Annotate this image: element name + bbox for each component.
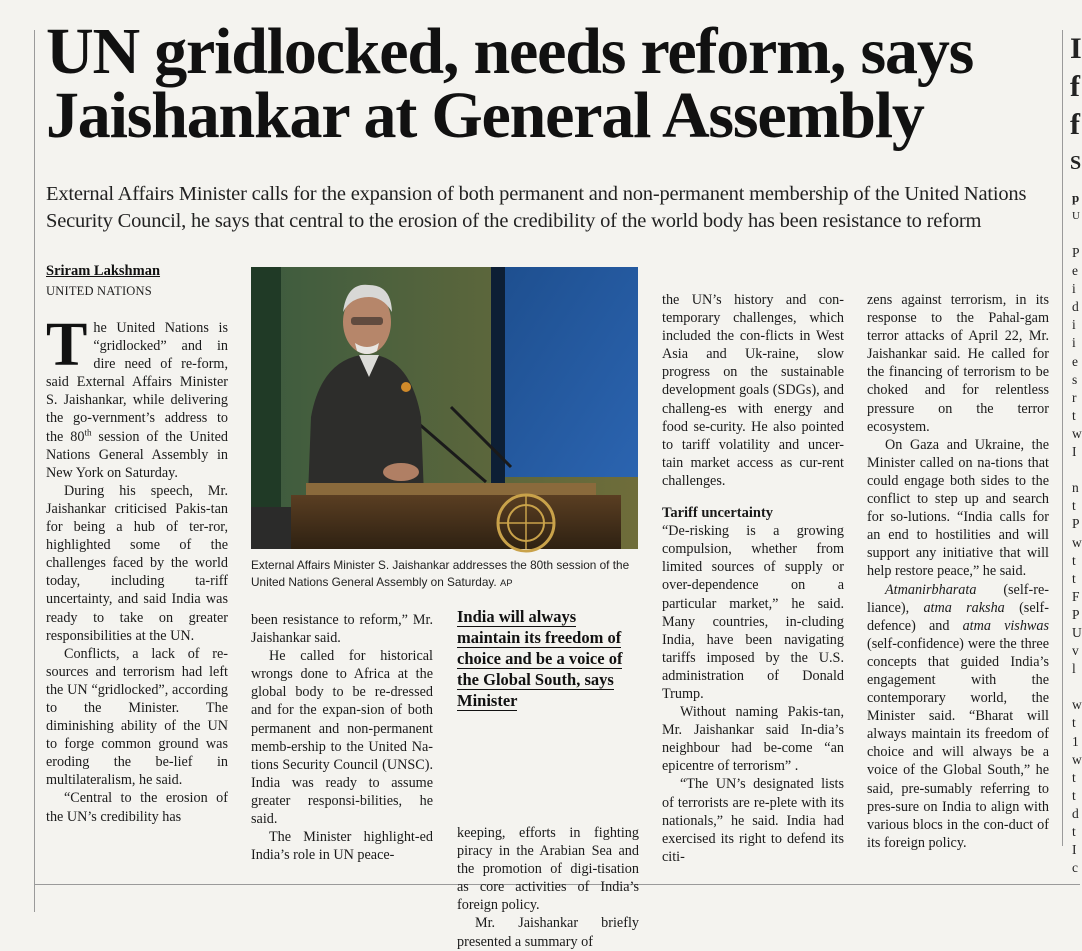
article-paragraph: been resistance to reform,” Mr. Jaishankar said.	[251, 612, 433, 647]
article-column-5	[867, 291, 1049, 852]
headline	[46, 15, 1056, 152]
fragment-letter: i	[1072, 335, 1076, 351]
article-paragraph	[46, 311, 228, 482]
article-paragraph: On Gaza and Ukraine, the Minister called on na-tions that could engage both sides to the conflict to step up and search for so-lutions. “India calls for an end to hostilities and will support any initiative that will help restore peace,” he said.	[867, 436, 1049, 580]
byline-author[interactable]: Sriram Lakshman	[46, 263, 161, 279]
fragment-letter: w	[1072, 751, 1082, 767]
fragment-letter: I	[1070, 32, 1082, 65]
fragment-letter: P	[1072, 245, 1080, 260]
jaishankar-at-podium-image	[251, 267, 638, 549]
paragraph-text: (self-re-liance),	[867, 581, 1049, 616]
article-paragraph: the UN’s history and con-temporary challenges, which included the con-flicts in West Asia and Uk-raine, slow progress on the sustainable development goals (SDGs), and challeng-es with energy and food se-curity. He also pointed to tariff volatility and uncer-tain market access as cur-rent challenges.	[662, 292, 844, 489]
italic-term: Atmanirbharata	[885, 581, 977, 598]
dateline: UNITED NATIONS	[46, 284, 152, 298]
fragment-letter	[1072, 678, 1082, 696]
article-paragraph	[867, 581, 1049, 852]
article-paragraph: Mr. Jaishankar briefly presented a summary of	[457, 915, 639, 950]
right-column-rule	[1062, 30, 1063, 846]
article-column-3	[457, 824, 639, 951]
paragraph-text: session of the United Nations General Assembly in New York on Saturday.	[46, 428, 228, 481]
fragment-letter: l	[1072, 661, 1076, 677]
article-paragraph: Conflicts, a lack of re-sources and terrorism had left the UN “gridlocked”, according to the Minister. The diminishing ability of the UN to forge common ground was eroding the be-lief in multilateralism, he said.	[46, 645, 228, 789]
fragment-letter: S	[1070, 152, 1082, 174]
fragment-letter: P	[1072, 606, 1080, 622]
article-paragraph: keeping, efforts in fighting piracy in the Arabian Sea and the promotion of digi-tisation as core activities of India’s foreign policy.	[457, 825, 639, 914]
article-paragraph: zens against terrorism, in its response to the Pahal-gam terror attacks of April 22, Mr. Jaishankar said. He called for the financing of terrorism to be choked and for relentless pressure on the terror ecosystem.	[867, 292, 1049, 435]
fragment-letter: w	[1072, 697, 1082, 713]
photo-credit: AP	[499, 578, 513, 589]
fragment-letter: e	[1072, 353, 1078, 369]
paragraph-text: (self-defence) and	[867, 599, 1050, 634]
article-paragraph: “The UN’s designated lists of terrorists are re-plete with its nationals,” he said. India had exercised its right to defend its citi-	[662, 776, 844, 865]
fragment-letter: F	[1072, 588, 1080, 604]
article-paragraph: Without naming Pakis-tan, Mr. Jaishankar said In-dia’s neighbour had be-come “an epicentre of terrorism” .	[662, 704, 844, 775]
article-paragraph: The Minister highlight-ed India’s role in UN peace-	[251, 829, 433, 864]
headline-line-2: Jaishankar at General Assembly	[46, 79, 924, 152]
fragment-letter: w	[1072, 534, 1082, 550]
fragment-letter: U	[1072, 624, 1082, 640]
fragment-letter: 1	[1072, 733, 1079, 749]
fragment-letter: I	[1072, 842, 1077, 858]
fragment-letter: I	[1072, 444, 1077, 460]
fragment-letter: t	[1072, 715, 1076, 731]
fragment-letter: i	[1072, 281, 1076, 297]
fragment-letter: d	[1072, 299, 1079, 315]
pull-quote-text: India will always maintain its freedom of choice and be a voice of the Global South, says Minister	[457, 607, 623, 710]
adjacent-byline-fragment: p	[1072, 190, 1080, 205]
adjacent-body-fragment	[1072, 244, 1082, 877]
adjacent-dateline-fragment: U	[1072, 210, 1080, 222]
article-column-2	[251, 611, 433, 864]
fragment-letter: t	[1072, 498, 1076, 514]
fragment-letter: e	[1072, 263, 1078, 279]
fragment-letter: P	[1072, 516, 1080, 532]
fragment-letter: d	[1072, 805, 1079, 821]
fragment-letter: s	[1072, 371, 1078, 387]
fragment-letter: v	[1072, 643, 1079, 659]
article-photo[interactable]	[251, 267, 638, 549]
italic-term: atma raksha	[923, 599, 1005, 616]
article-paragraph: “De-risking is a growing compulsion, whether from limited sources of supply or over-dependence on a particular market,” he said. Many countries, in-cluding India, have been navigating tariffs imposed by the U.S. administration of Donald Trump.	[662, 523, 844, 702]
fragment-letter: i	[1072, 317, 1076, 333]
fragment-letter: t	[1072, 769, 1076, 785]
fragment-letter: f	[1070, 70, 1080, 103]
adjacent-headline-fragment	[1070, 30, 1082, 182]
article-paragraph: During his speech, Mr. Jaishankar criticised Pakis-tan for being a hub of ter-ror, highlighted some of the challenges faced by the world today, including ta-riff uncertainty, and said India was ready to take on greater responsibilities at the UN.	[46, 482, 228, 644]
fragment-letter: n	[1072, 480, 1079, 496]
deck-subheading	[46, 181, 1058, 235]
left-page-border	[34, 30, 35, 912]
photo-caption	[251, 557, 641, 592]
paragraph-text: he United Nations is “gridlocked” and in dire need of re-form, said External Affairs Minister S. Jaishankar, while delivering the go-vernment’s address to the 80	[46, 320, 228, 445]
deck-line-1: External Affairs Minister calls for the expansion of both permanent and non-permanent membership of the United Nations	[46, 183, 1027, 205]
fragment-letter: f	[1070, 108, 1080, 141]
caption-text: External Affairs Minister S. Jaishankar addresses the 80th session of the United Nations General Assembly on Saturday.	[251, 558, 630, 589]
fragment-letter: t	[1072, 787, 1076, 803]
fragment-letter	[1072, 461, 1082, 479]
fragment-letter: t	[1072, 407, 1076, 423]
article-column-1	[46, 311, 228, 826]
fragment-letter: c	[1072, 860, 1078, 876]
pull-quote[interactable]	[457, 606, 643, 711]
ordinal-suffix: th	[84, 426, 92, 437]
article-paragraph: He called for historical wrongs done to Africa at the global body to be re-dressed and for the expan-sion of both permanent and non-permanent memb-ership to the United Na-tions Security Council (UNSC). India was ready to assume greater responsi-bilities, he said.	[251, 648, 433, 828]
fragment-letter: w	[1072, 425, 1082, 441]
deck-line-2: Security Council, he says that central to the erosion of the credibility of the world body has been resistance to reform	[46, 210, 982, 232]
article-column-4	[662, 291, 844, 866]
fragment-letter: t	[1072, 570, 1076, 586]
drop-cap: T	[46, 311, 88, 379]
article-paragraph: “Central to the erosion of the UN’s credibility has	[46, 790, 228, 825]
fragment-letter: t	[1072, 824, 1076, 839]
paragraph-text: (self-confidence) were the three concepts that guided India’s engagement with the contemporary world, the Minister said. “Bharat will always maintain its freedom of choice and will always be a voice of the Global South,” he said, pre-sumably referring to pres-sure on India to align with various blocs in the con-duct of its foreign policy.	[867, 635, 1049, 851]
subheading-tariff-uncertainty: Tariff uncertainty	[662, 505, 774, 522]
headline-line-1: UN gridlocked, needs reform, says	[46, 15, 974, 88]
fragment-letter: r	[1072, 389, 1077, 405]
fragment-letter: t	[1072, 552, 1076, 568]
italic-term: atma vishwas	[962, 617, 1049, 634]
